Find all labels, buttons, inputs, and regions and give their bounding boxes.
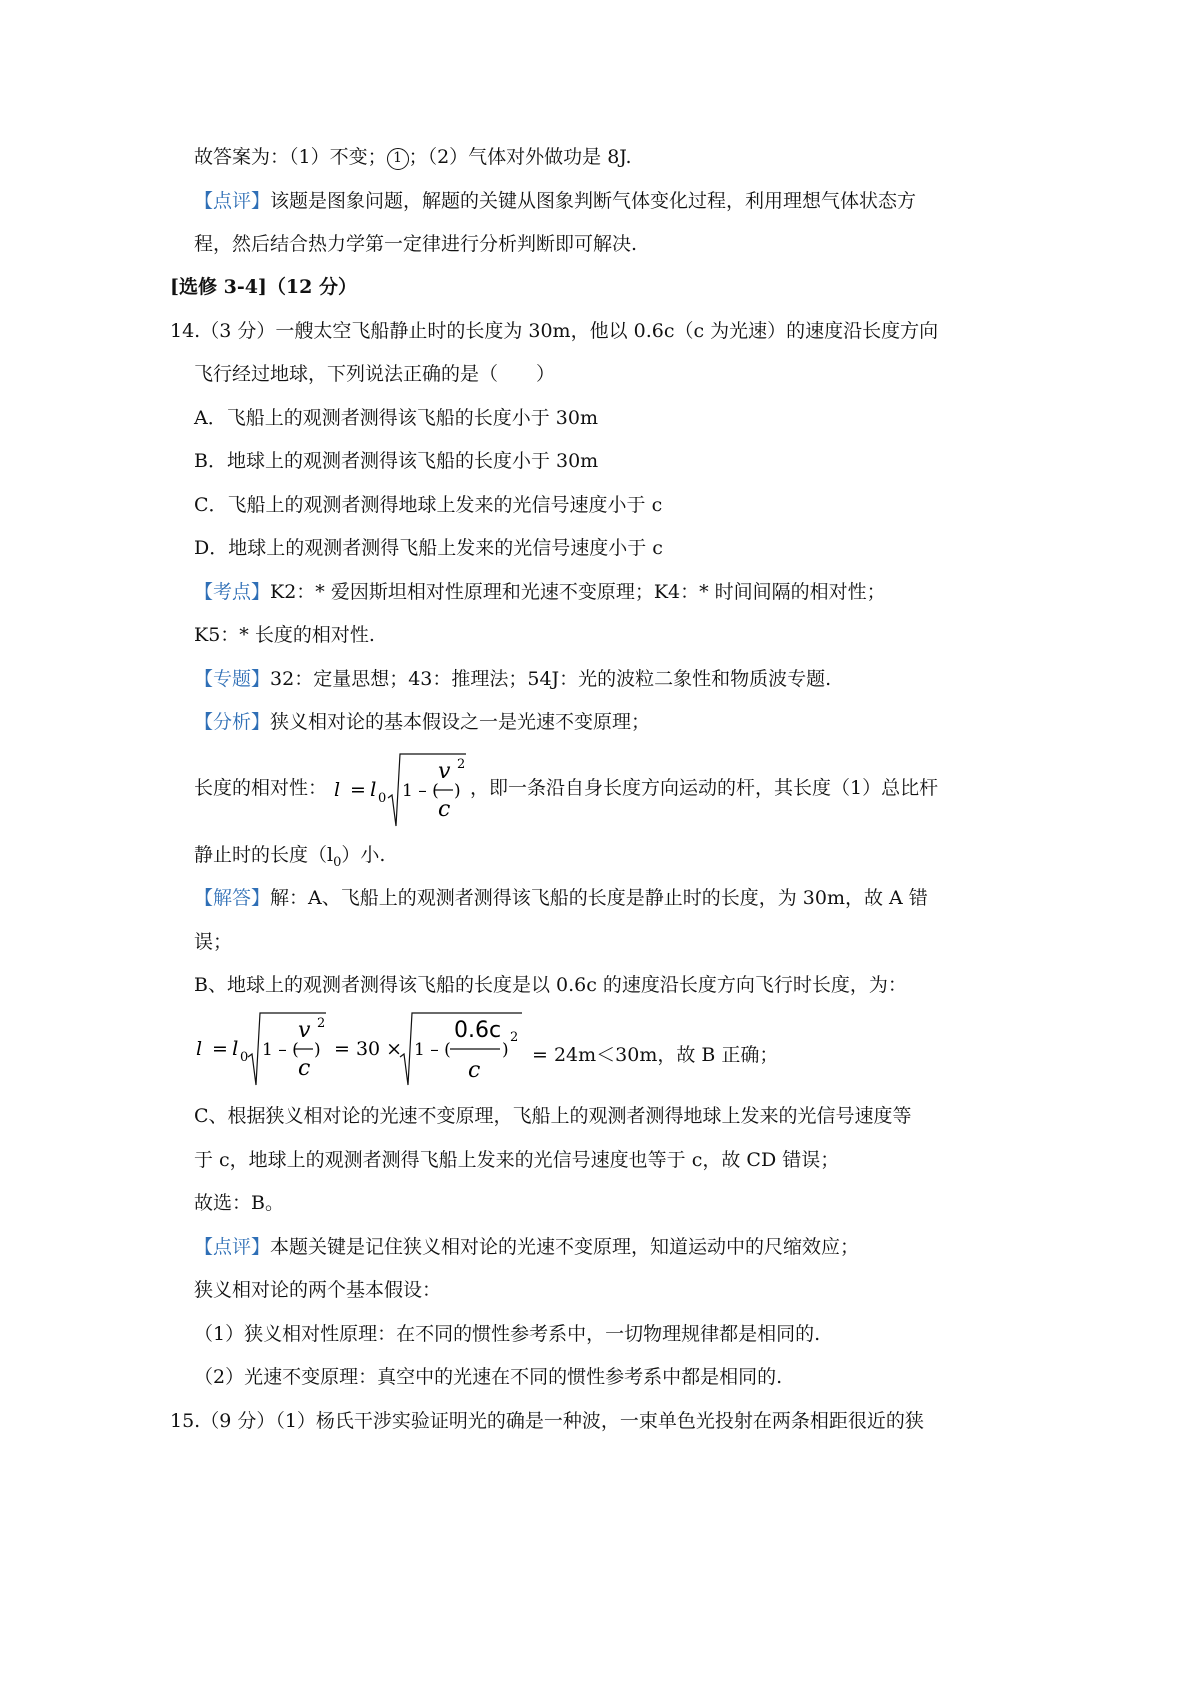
formula-one-minus: 1 – ( (402, 781, 439, 801)
calc-c-2: c (468, 1058, 481, 1083)
jieda-line-c: C、根据狭义相对论的光速不变原理，飞船上的观测者测得地球上发来的光信号速度等 (194, 1105, 912, 1127)
fenxi-line-3 (194, 840, 385, 878)
calc-l0: l (232, 1036, 239, 1060)
subscript-0: 0 (333, 854, 342, 870)
calc-close-1: ) (314, 1040, 321, 1060)
dianping-tag: 【点评】 (194, 1236, 271, 1258)
dianping-line (194, 1232, 859, 1262)
formula-close: ) (454, 781, 461, 801)
section-heading: [选修 3-4]（12 分） (170, 276, 357, 298)
calc-l: l (196, 1038, 203, 1060)
jieda-line-2: 误； (194, 931, 233, 953)
answer-text-2: ；（2）气体对外做功是 8J. (408, 146, 632, 168)
option-b: B．地球上的观测者测得该飞船的长度小于 30m (194, 450, 599, 472)
answer-line (194, 142, 632, 172)
jieda-tag: 【解答】 (194, 887, 271, 909)
zhuanti-line (194, 664, 831, 694)
jieda-line-c2: 于 c，地球上的观测者测得飞船上发来的光信号速度也等于 c，故 CD 错误； (194, 1149, 840, 1171)
comment-text: 该题是图象问题，解题的关键从图象判断气体变化过程，利用理想气体状态方 (270, 190, 917, 212)
calc-v: v (298, 1018, 311, 1043)
fenxi-text: 狭义相对论的基本假设之一是光速不变原理； (270, 711, 651, 733)
question-14: 14.（3 分）一艘太空飞船静止时的长度为 30m，他以 0.6c（c 为光速）的速度沿长度方向 (170, 320, 939, 342)
kaodian-text: K2：* 爱因斯坦相对性原理和光速不变原理；K4：* 时间间隔的相对性； (270, 581, 886, 603)
dianping-line-2: 狭义相对论的两个基本假设： (194, 1279, 442, 1301)
zhuanti-tag: 【专题】 (194, 668, 271, 690)
kaodian-tag: 【考点】 (194, 581, 271, 603)
formula-square: 2 (457, 757, 466, 772)
formula-line-1-pre: 长度的相对性： (194, 777, 328, 799)
dianping-line-4: （2）光速不变原理：真空中的光速在不同的惯性参考系中都是相同的. (194, 1366, 783, 1388)
formula-v: v (438, 759, 451, 784)
option-a: A．飞船上的观测者测得该飞船的长度小于 30m (194, 407, 598, 429)
dianping-line-3: （1）狭义相对性原理：在不同的惯性参考系中，一切物理规律都是相同的. (194, 1323, 821, 1345)
jieda-text: 解：A、飞船上的观测者测得该飞船的长度是静止时的长度，为 30m，故 A 错 (270, 887, 928, 909)
calc-square-2: 2 (510, 1030, 519, 1045)
calc-c-1: c (298, 1056, 311, 1081)
circled-number: 1 (387, 148, 409, 170)
calc-06c: 0.6c (454, 1018, 502, 1043)
zhuanti-text: 32：定量思想；43：推理法；54J：光的波粒二象性和物质波专题. (270, 668, 832, 690)
dianping-text: 本题关键是记住狭义相对论的光速不变原理，知道运动中的尺缩效应； (270, 1236, 860, 1258)
question-14-cont: 飞行经过地球，下列说法正确的是（ ） (194, 363, 556, 385)
jieda-line-b: B、地球上的观测者测得该飞船的长度是以 0.6c 的速度沿长度方向飞行时长度，为： (194, 974, 907, 996)
kaodian-line-2: K5：* 长度的相对性. (194, 624, 375, 646)
calc-eq: = (212, 1038, 228, 1060)
fenxi-tag: 【分析】 (194, 711, 271, 733)
kaodian-line (194, 577, 886, 607)
option-c: C．飞船上的观测者测得地球上发来的光信号速度小于 c (194, 494, 663, 516)
formula-l0: l (370, 777, 377, 801)
fenxi-text-3: 静止时的长度（l (194, 844, 334, 866)
formula-c: c (438, 797, 451, 822)
question-15: 15.（9 分）（1）杨氏干涉实验证明光的确是一种波，一束单色光投射在两条相距很近的狭 (170, 1410, 924, 1432)
option-d: D．地球上的观测者测得飞船上发来的光信号速度小于 c (194, 537, 663, 559)
fenxi-text-3-end: ）小. (341, 844, 386, 866)
calc-one-minus-2: 1 – ( (414, 1040, 451, 1060)
calculation-formula (192, 1005, 532, 1091)
answer-choice: 故选：B。 (194, 1192, 284, 1214)
comment-line (194, 186, 916, 216)
answer-text: 故答案为：（1）不变； (194, 146, 387, 168)
length-contraction-formula (330, 748, 470, 832)
formula-line-1-post: ，即一条沿自身长度方向运动的杆，其长度（1）总比杆 (470, 777, 939, 799)
formula-l: l (334, 779, 341, 801)
calc-close-2: ) (502, 1040, 509, 1060)
calc-times: = 30 × (334, 1038, 403, 1060)
formula-eq: = (350, 779, 366, 801)
calc-l0-sub: 0 (240, 1050, 249, 1065)
calc-square-1: 2 (317, 1016, 326, 1031)
calc-result: = 24m＜30m，故 B 正确； (532, 1044, 779, 1066)
comment-tag: 【点评】 (194, 190, 271, 212)
comment-line-2: 程，然后结合热力学第一定律进行分析判断即可解决. (194, 233, 638, 255)
calc-one-minus-1: 1 – ( (262, 1040, 299, 1060)
fenxi-line (194, 707, 650, 737)
formula-l0-sub: 0 (378, 791, 387, 806)
jieda-line (194, 883, 928, 913)
